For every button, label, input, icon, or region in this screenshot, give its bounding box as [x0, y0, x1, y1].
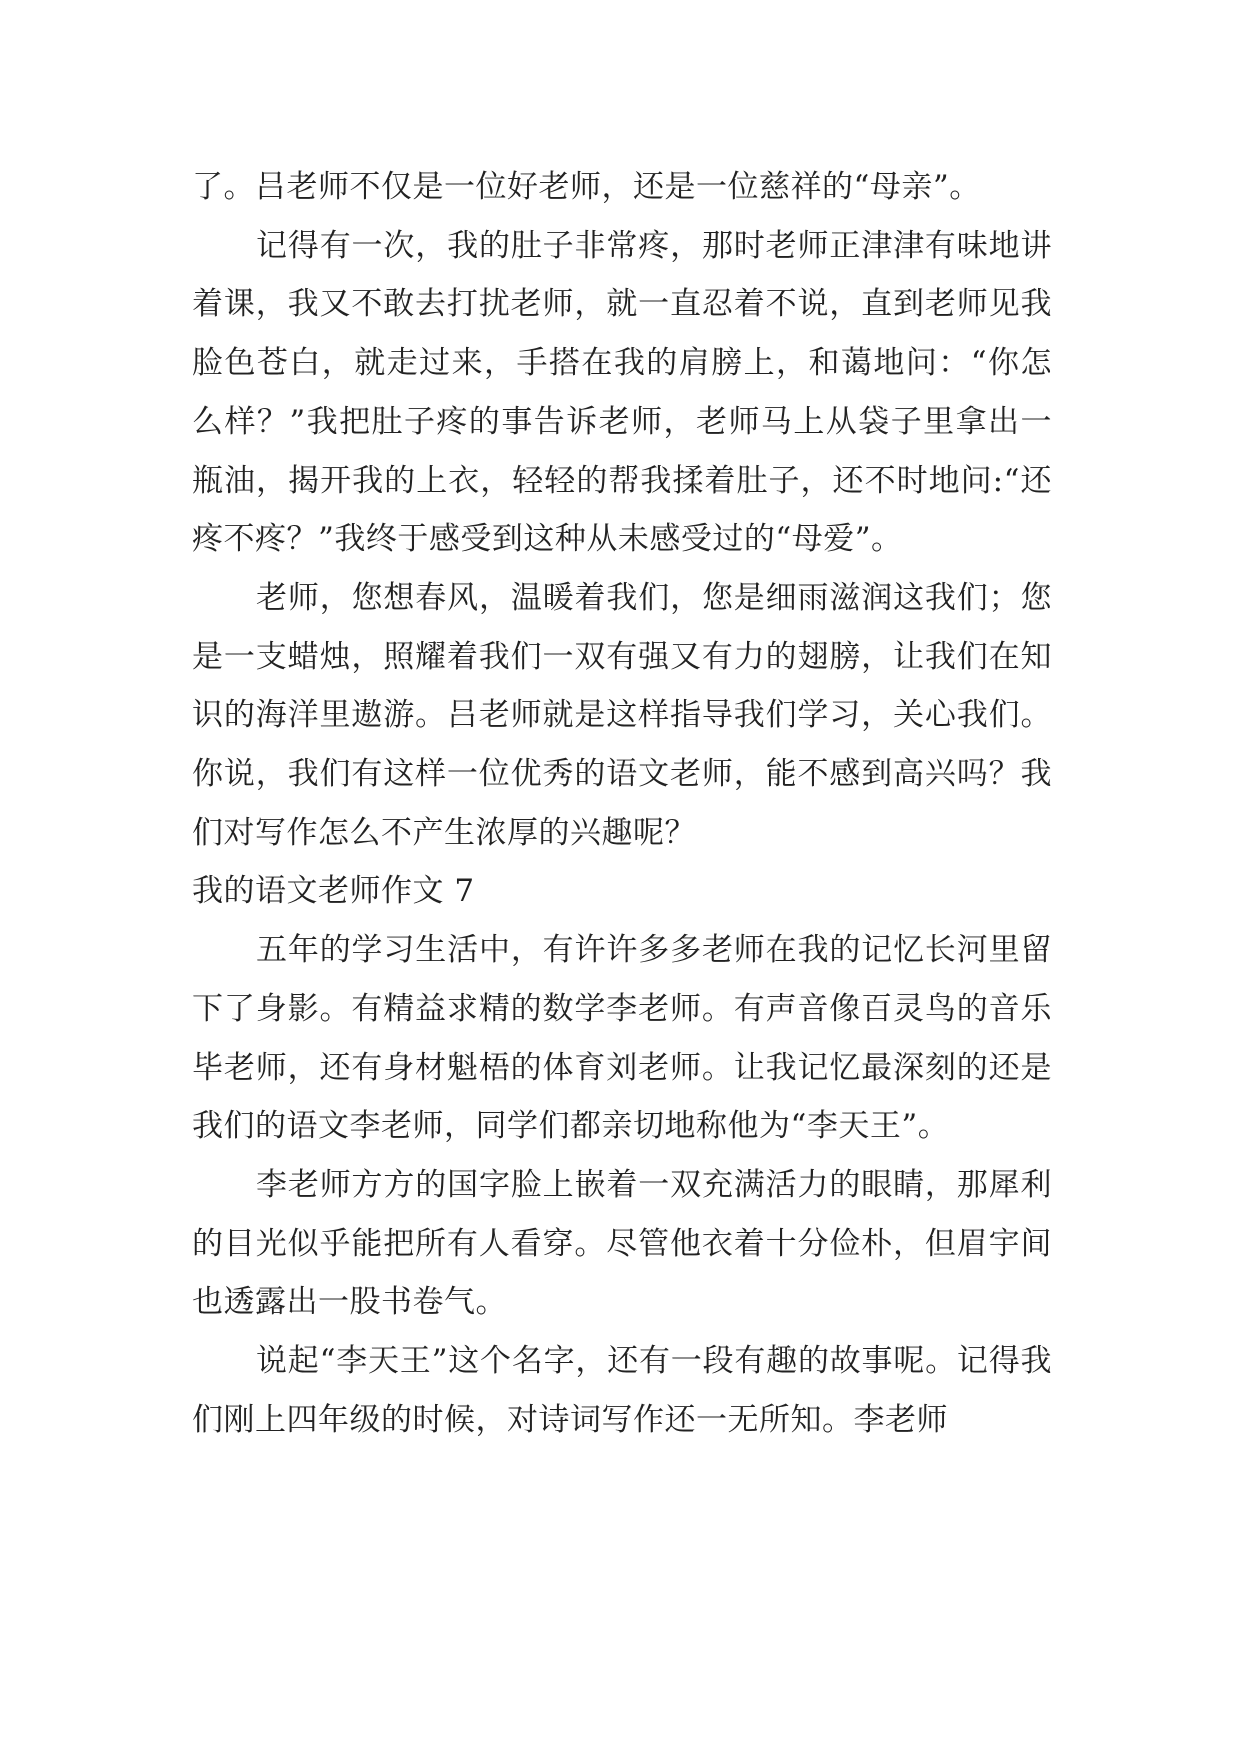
paragraph: 老师，您想春风，温暖着我们，您是细雨滋润这我们；您是一支蜡烛，照耀着我们一双有强又有力的翅膀，让我们在知识的海洋里遨游。吕老师就是这样指导我们学习，关心我们。你说，我们有这样一位优秀的语文老师，能不感到高兴吗？我们对写作怎么不产生浓厚的兴趣呢？ [192, 579, 1052, 851]
paragraph: 说起“李天王”这个名字，还有一段有趣的故事呢。记得我们刚上四年级的时候，对诗词写作还一无所知。李老师 [192, 1343, 1052, 1438]
paragraph: 记得有一次，我的肚子非常疼，那时老师正津津有味地讲着课，我又不敢去打扰老师，就一直忍着不说，直到老师见我脸色苍白，就走过来，手搭在我的肩膀上，和蔼地问：“你怎么样？”我把肚子疼的事告诉老师，老师马上从袋子里拿出一瓶油，揭开我的上衣，轻轻的帮我揉着肚子，还不时地问:“还疼不疼？”我终于感受到这种从未感受过的“母爱”。 [192, 227, 1052, 558]
section-title: 我的语文老师作文 7 [192, 873, 475, 910]
paragraph: 五年的学习生活中，有许许多多老师在我的记忆长河里留下了身影。有精益求精的数学李老师。有声音像百灵鸟的音乐毕老师，还有身材魁梧的体育刘老师。让我记忆最深刻的还是我们的语文李老师，同学们都亲切地称他为“李天王”。 [192, 932, 1052, 1145]
paragraph-continuation: 了。吕老师不仅是一位好老师，还是一位慈祥的“母亲”。 [192, 169, 981, 205]
document-body [192, 158, 1052, 1449]
paragraph: 李老师方方的国字脸上嵌着一双充满活力的眼睛，那犀利的目光似乎能把所有人看穿。尽管他衣着十分俭朴，但眉宇间也透露出一股书卷气。 [192, 1166, 1052, 1321]
